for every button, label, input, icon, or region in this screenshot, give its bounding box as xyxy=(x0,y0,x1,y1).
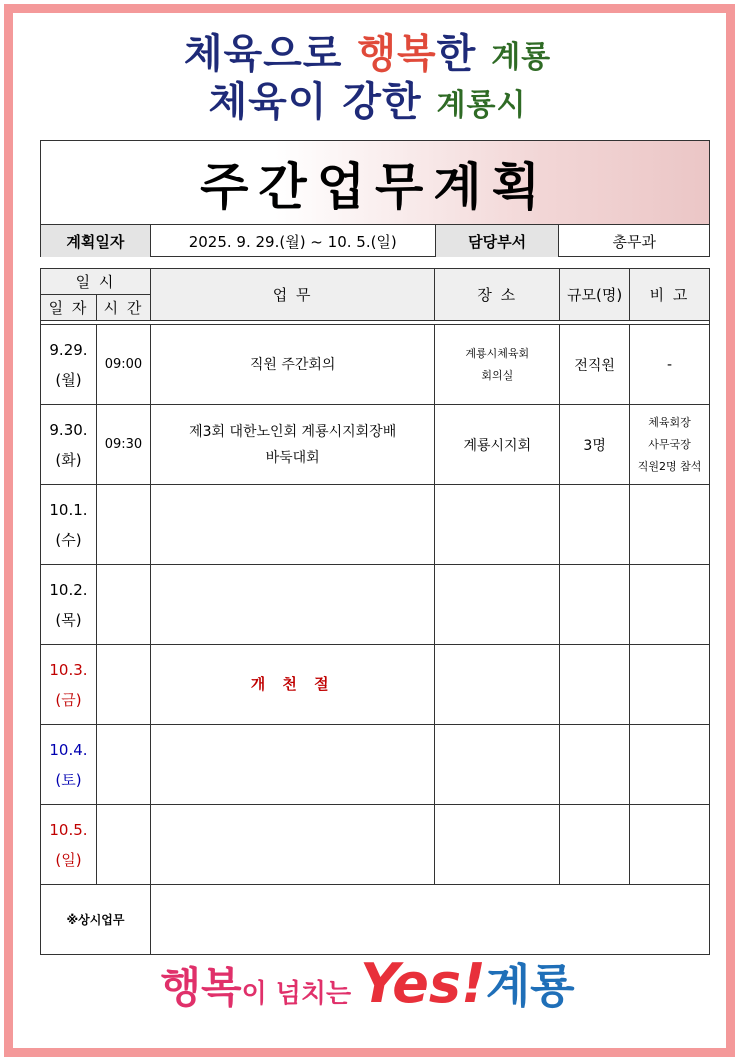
time-cell xyxy=(96,645,150,725)
weekday-text: (수) xyxy=(55,530,82,549)
note-cell xyxy=(630,485,710,565)
scale-cell xyxy=(560,405,630,485)
note-cell xyxy=(630,325,710,405)
date-text: 10.3. xyxy=(49,660,88,679)
table-row xyxy=(41,485,710,565)
task-cell xyxy=(150,325,434,405)
slogan-part: 체육으로 xyxy=(183,30,358,77)
note-cell xyxy=(630,805,710,885)
date-text: 10.5. xyxy=(49,820,88,839)
time-cell xyxy=(96,485,150,565)
scale-text: 3명 xyxy=(583,437,606,454)
scale-cell xyxy=(560,325,630,405)
task-cell xyxy=(150,565,434,645)
logo-part: 이 넘치는 xyxy=(241,979,361,1009)
date-text: 10.1. xyxy=(49,500,88,519)
logo-part: 행복 xyxy=(160,963,242,1012)
weekday-text: (목) xyxy=(55,610,82,629)
date-text: 9.29. xyxy=(49,340,88,359)
note-text: 체육회장 사무국장 직원2명 참석 xyxy=(637,415,702,473)
task-cell xyxy=(150,485,434,565)
date-cell xyxy=(41,405,97,485)
scale-cell xyxy=(560,725,630,805)
schedule-body xyxy=(41,325,710,885)
header-date: 일 자 xyxy=(41,295,97,321)
task-cell xyxy=(150,645,434,725)
note-text: - xyxy=(667,356,673,373)
task-cell xyxy=(150,805,434,885)
place-cell xyxy=(435,565,560,645)
header-datetime: 일 시 xyxy=(41,269,151,295)
table-row xyxy=(41,725,710,805)
time-cell xyxy=(96,325,150,405)
place-text: 계룡시지회 xyxy=(463,437,532,454)
regular-work-label: ※상시업무 xyxy=(41,885,151,955)
title-band xyxy=(41,141,709,225)
note-cell xyxy=(630,725,710,805)
slogan-part: 체육 xyxy=(208,78,288,125)
place-cell xyxy=(435,405,560,485)
page-title: 주간업무계획 xyxy=(200,157,550,216)
time-text: 09:30 xyxy=(104,437,143,452)
regular-work-value xyxy=(150,885,709,955)
place-cell xyxy=(435,485,560,565)
scale-text: 전직원 xyxy=(574,357,615,374)
time-cell xyxy=(96,725,150,805)
slogan-part: 한 xyxy=(436,30,492,77)
slogan-part: 계룡시 xyxy=(436,88,527,123)
header-place: 장 소 xyxy=(435,269,560,321)
scale-cell xyxy=(560,645,630,725)
slogan-line-2 xyxy=(0,70,735,127)
weekday-text: (금) xyxy=(55,690,82,709)
header-task: 업 무 xyxy=(150,269,434,321)
table-row xyxy=(41,645,710,725)
dept-value: 총무과 xyxy=(612,232,656,251)
logo-part: Yes! xyxy=(360,952,486,1015)
place-cell xyxy=(435,725,560,805)
weekday-text: (토) xyxy=(55,770,82,789)
slogan-part: 이 강한 xyxy=(287,78,437,125)
slogan-part: 행복 xyxy=(357,30,437,77)
place-text: 계룡시체육회 회의실 xyxy=(465,346,530,382)
scale-cell xyxy=(560,485,630,565)
date-text: 9.30. xyxy=(49,420,88,439)
scale-cell xyxy=(560,805,630,885)
schedule-table xyxy=(40,268,710,955)
task-text: 개 천 절 xyxy=(250,675,335,693)
task-cell xyxy=(150,405,434,485)
plan-date-value: 2025. 9. 29.(월) ~ 10. 5.(일) xyxy=(151,225,436,257)
task-cell xyxy=(150,725,434,805)
place-cell xyxy=(435,805,560,885)
header-scale: 규모(명) xyxy=(560,269,630,321)
table-row xyxy=(41,405,710,485)
time-cell xyxy=(96,565,150,645)
weekday-text: (화) xyxy=(55,450,82,469)
title-box xyxy=(40,140,710,257)
time-cell xyxy=(96,805,150,885)
date-text: 10.4. xyxy=(49,740,88,759)
note-cell xyxy=(630,645,710,725)
note-cell xyxy=(630,565,710,645)
table-row xyxy=(41,565,710,645)
place-cell xyxy=(435,645,560,725)
weekday-text: (일) xyxy=(55,850,82,869)
slogan-part: 계룡 xyxy=(491,40,552,75)
task-text: 직원 주간회의 xyxy=(249,356,336,373)
date-cell xyxy=(41,325,97,405)
logo-part: 계룡 xyxy=(485,959,575,1013)
header-time: 시 간 xyxy=(96,295,150,321)
scale-cell xyxy=(560,565,630,645)
city-logo xyxy=(0,950,735,1016)
time-cell xyxy=(96,405,150,485)
plan-date-label: 계획일자 xyxy=(41,225,151,257)
date-cell xyxy=(41,725,97,805)
note-cell xyxy=(630,405,710,485)
table-row xyxy=(41,325,710,405)
header-note: 비 고 xyxy=(630,269,710,321)
place-cell xyxy=(435,325,560,405)
dept-label: 담당부서 xyxy=(436,225,560,257)
info-row xyxy=(41,225,709,257)
table-row xyxy=(41,805,710,885)
time-text: 09:00 xyxy=(104,357,143,372)
date-cell xyxy=(41,565,97,645)
date-text: 10.2. xyxy=(49,580,88,599)
date-cell xyxy=(41,645,97,725)
date-cell xyxy=(41,805,97,885)
date-cell xyxy=(41,485,97,565)
task-text: 제3회 대한노인회 계룡시지회장배 바둑대회 xyxy=(189,423,397,466)
weekday-text: (월) xyxy=(55,370,82,389)
